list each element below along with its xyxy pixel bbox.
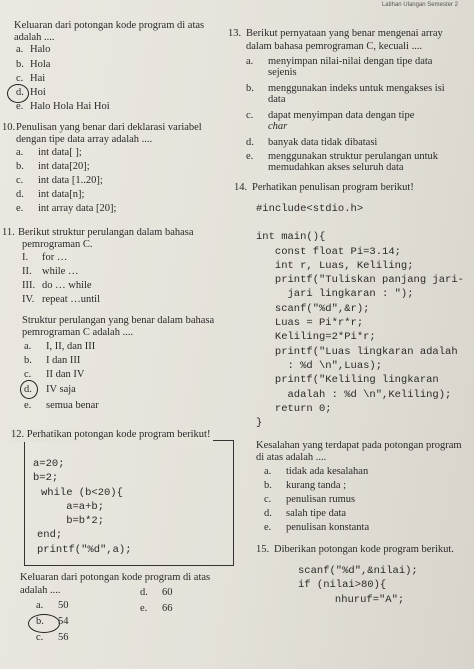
code-line: int main(){: [256, 231, 326, 244]
q11-option-d: d. IV saja: [24, 384, 76, 395]
q9-stem-line2: adalah ....: [14, 32, 55, 43]
q12-option-a: a. 50: [36, 600, 69, 611]
q15-code: [298, 564, 418, 607]
q14-option-d: d. salah tipe data: [264, 508, 347, 519]
code-line: const float Pi=3.14;: [256, 245, 401, 258]
q11-option-c: c. II dan IV: [24, 369, 85, 380]
code-line: [256, 216, 464, 230]
q13-option-e: e. menggunakan struktur perulangan untuk memudahkan akses seluruh data: [246, 151, 438, 173]
q11-option-e: e. semua benar: [24, 400, 99, 411]
q13-option-b: b. menggunakan indeks untuk mengakses isi data: [246, 83, 445, 105]
answer-circle-mark: [20, 380, 38, 399]
code-line: printf("Luas lingkaran adalah: [256, 345, 458, 358]
q15-number: 15.: [256, 544, 270, 555]
q11-option-a: a. I, II, dan III: [24, 341, 96, 352]
q10-stem-line1: Penulisan yang benar dari deklarasi variabel: [16, 122, 202, 133]
q13-option-d: d. banyak data tidak dibatasi: [246, 137, 378, 148]
q11-stem-line3: Struktur perulangan yang benar dalam bahasa: [22, 315, 215, 326]
code-line: while (b<20){: [41, 486, 123, 499]
q12-option-e: e. 66: [140, 603, 173, 614]
q13-stem-line1: Berikut pernyataan yang benar mengenai array: [246, 28, 443, 39]
q13-option-c: c. dapat menyimpan data dengan tipe char: [246, 110, 415, 132]
q9-option-b: b. Hola: [16, 59, 51, 70]
code-line: b=b*2;: [41, 515, 105, 528]
q15-stem: Diberikan potongan kode program berikut.: [274, 544, 454, 555]
code-line: printf("Tuliskan panjang jari-: [256, 274, 464, 287]
code-line: : %d \n",Luas);: [256, 359, 383, 372]
q9-option-a: a. Halo: [16, 44, 51, 55]
q11-stem-line2: pemrograman C.: [22, 239, 93, 250]
q10-stem-line2: dengan tipe data array adalah ....: [16, 134, 153, 145]
q10-option-c: c. int data [1..20];: [16, 175, 103, 186]
q12-question-line2: adalah ....: [20, 585, 61, 596]
q14-option-c: c. penulisan rumus: [264, 494, 356, 505]
q11-item-4: IV. repeat …until: [22, 294, 101, 305]
code-line: scanf("%d",&r);: [256, 302, 370, 315]
code-line: jari lingkaran : ");: [256, 288, 414, 301]
code-line: a=20;: [33, 458, 65, 470]
q12-code: [33, 457, 132, 557]
q14-option-e: e. penulisan konstanta: [264, 522, 370, 533]
answer-circle-mark: [28, 614, 60, 633]
code-line: return 0;: [256, 402, 332, 415]
q11-stem-line1: Berikut struktur perulangan dalam bahasa: [18, 227, 194, 238]
q14-stem: Perhatikan penulisan program berikut!: [252, 182, 414, 193]
code-line: scanf("%d",&nilai);: [298, 565, 418, 577]
q14-number: 14.: [234, 182, 248, 193]
code-line: }: [256, 417, 263, 430]
page-header: Latihan Ulangan Semester 2: [381, 2, 458, 8]
q11-number: 11.: [2, 227, 15, 238]
code-line: a=a+b;: [41, 500, 105, 513]
code-line: Keliling=2*Pi*r;: [256, 331, 376, 344]
code-line: #include<stdio.h>: [256, 203, 364, 215]
q14-option-a: a. tidak ada kesalahan: [264, 466, 369, 477]
q11-item-3: III. do … while: [22, 280, 92, 291]
q14-code: [256, 202, 464, 430]
q9-option-c: c. Hai: [16, 73, 46, 84]
code-line: b=2;: [33, 472, 59, 485]
code-line: Luas = Pi*r*r;: [256, 317, 364, 330]
q14-question-line2: di atas adalah ....: [256, 452, 327, 463]
code-line: printf("%d",a);: [37, 543, 132, 556]
code-line: adalah : %d \n",Keliling);: [256, 388, 452, 401]
q12-question-line1: Keluaran dari potongan kode program di atas: [20, 572, 211, 583]
q11-stem-line4: pemrograman C adalah ....: [22, 327, 134, 338]
code-line: printf("Keliling lingkaran: [256, 374, 439, 387]
q12-header: 12. Perhatikan potongan kode program berikut!: [11, 429, 213, 442]
q12-option-b: b. 54: [36, 616, 69, 627]
q9-stem-line1: Keluaran dari potongan kode program di atas: [14, 20, 205, 31]
q10-option-e: e. int array data [20];: [16, 203, 117, 214]
q9-option-e: e. Halo Hola Hai Hoi: [16, 101, 110, 112]
q10-option-a: a. int data[ ];: [16, 147, 82, 158]
q9-option-d: d. Hoi: [16, 87, 46, 98]
code-line: if (nilai>80){: [298, 579, 387, 592]
q10-option-d: d. int data[n];: [16, 189, 85, 200]
q14-question-line1: Kesalahan yang terdapat pada potongan program: [256, 440, 462, 451]
q13-option-a: a. menyimpan nilai-nilai dengan tipe data sejenis: [246, 56, 433, 78]
q10-option-b: b. int data[20];: [16, 161, 90, 172]
q11-option-b: b. I dan III: [24, 355, 81, 366]
q12-option-d: d. 60: [140, 587, 173, 598]
q12-code-box: [11, 429, 234, 566]
code-line: end;: [37, 529, 63, 542]
q14-option-b: b. kurang tanda ;: [264, 480, 347, 491]
code-line: nhuruf="A";: [316, 593, 405, 606]
code-line: int r, Luas, Keliling;: [256, 259, 414, 272]
q11-item-1: I. for …: [22, 252, 68, 263]
q10-number: 10.: [2, 122, 16, 133]
q13-stem-line2: dalam bahasa pemrograman C, kecuali ....: [246, 41, 423, 52]
q13-number: 13.: [228, 28, 242, 39]
q12-option-c: c. 56: [36, 632, 69, 643]
q11-item-2: II. while …: [22, 266, 79, 277]
